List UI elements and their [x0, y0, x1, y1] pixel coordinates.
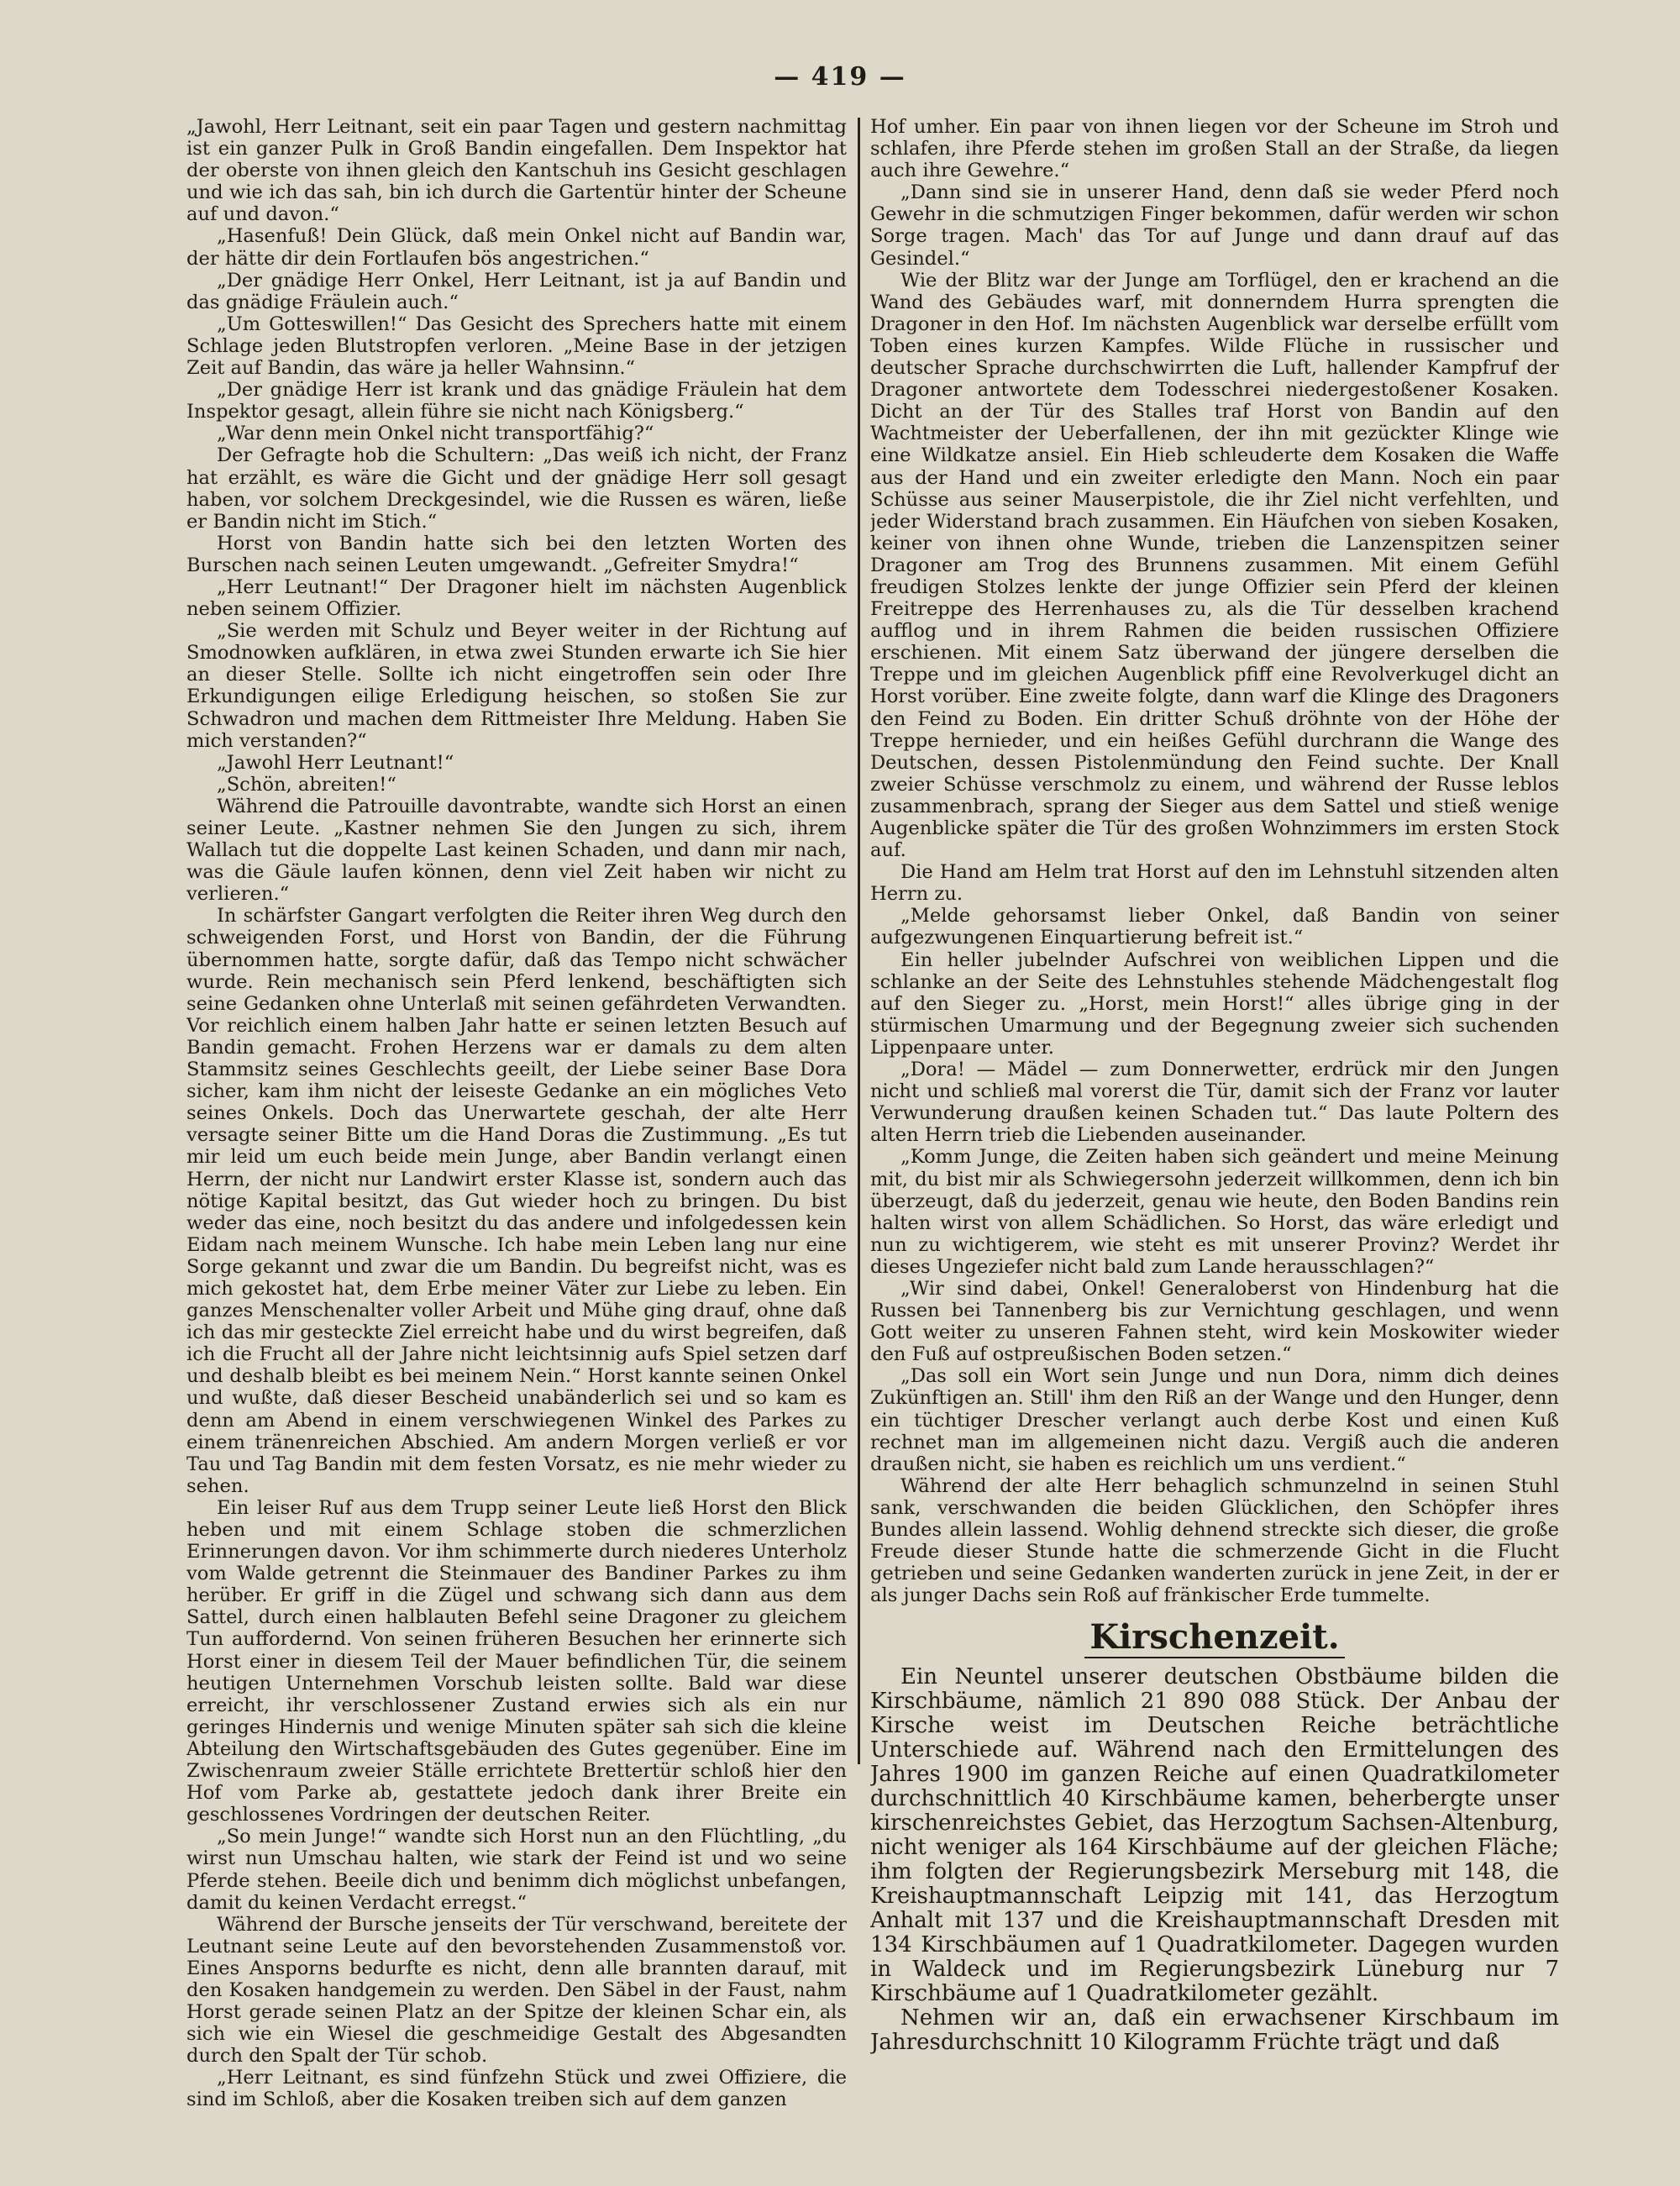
- left-paragraph: „Der gnädige Herr Onkel, Herr Leitnant, ist ja auf Bandin und das gnädige Fräulein auch.“: [186, 269, 847, 313]
- left-paragraph: Ein leiser Ruf aus dem Trupp seiner Leute ließ Horst den Blick heben und mit einem Schlage stoben die schmerzlichen Erinnerungen davon. Vor ihm schimmerte durch niederes Unterholz vom Walde getrennt die Steinmauer des Bandiner Parkes zu ihm herüber. Er griff in die Zügel und schwang sich dann aus dem Sattel, durch einen halblauten Befehl seine Dragoner zu gleichem Tun auffordernd. Von seinen früheren Besuchen her erinnerte sich Horst einer in diesem Teil der Mauer befindlichen Tür, die seinem heutigen Unternehmen Vorschub leisten sollte. Bald war diese erreicht, ihr verschlossener Zustand erwies sich als ein nur geringes Hindernis und wenige Minuten später sah sich die kleine Abteilung den Wirtschaftsgebäuden des Gutes gegenüber. Eine im Zwischenraum zweier Ställe errichtete Brettertür schloß hier den Hof vom Parke ab, gestattete jedoch dank ihrer Breite ein geschlossenes Vordringen der deutschen Reiter.: [186, 1496, 847, 1826]
- left-paragraph: „So mein Junge!“ wandte sich Horst nun an den Flüchtling, „du wirst nun Umschau halten, wie stark der Feind ist und wo seine Pferde stehen. Beeile dich und benimm dich möglichst unbefangen, damit du keinen Verdacht erregst.“: [186, 1826, 847, 1914]
- left-paragraph: In schärfster Gangart verfolgten die Reiter ihren Weg durch den schweigenden Forst, und Horst von Bandin, der die Führung übernommen hatte, sorgte dafür, daß das Tempo nicht schwächer wurde. Rein mechanisch sein Pferd lenkend, beschäftigten sich seine Gedanken ohne Unterlaß mit seinen gefährdeten Verwandten. Vor reichlich einem halben Jahr hatte er seinen letzten Besuch auf Bandin gemacht. Frohen Herzens war er damals zu dem alten Stammsitz seines Geschlechts geeilt, der Liebe seiner Base Dora sicher, kam ihm nicht der leiseste Gedanke an ein mögliches Veto seines Onkels. Doch das Unerwartete geschah, der alte Herr versagte seiner Bitte um die Hand Doras die Zustimmung. „Es tut mir leid um euch beide mein Junge, aber Bandin verlangt einen Herrn, der nicht nur Landwirt erster Klasse ist, sondern auch das nötige Kapital besitzt, das Gut wieder hoch zu bringen. Du bist weder das eine, noch besitzt du das andere und infolgedessen kein Eidam nach meinem Wunsche. Ich habe mein Leben lang nur eine Sorge gekannt und zwar die um Bandin. Du begreifst nicht, was es mich gekostet hat, dem Erbe meiner Väter zur Liebe zu leben. Ein ganzes Menschenalter voller Arbeit und Mühe ging drauf, ohne daß ich das mir gesteckte Ziel erreicht habe und du wirst begreifen, daß ich die Frucht all der Jahre nicht leichtsinnig aufs Spiel setzen darf und deshalb bleibt es bei meinem Nein.“ Horst kannte seinen Onkel und wußte, daß dieser Bescheid unabänderlich sei und so kam es denn am Abend in einem verschwiegenen Winkel des Parkes zu einem tränenreichen Abschied. Am andern Morgen verließ er vor Tau und Tag Bandin mit dem festen Vorsatz, es nie mehr wieder zu sehen.: [186, 905, 847, 1497]
- left-paragraph: „Sie werden mit Schulz und Beyer weiter in der Richtung auf Smodnowken aufklären, in etwa zwei Stunden erwarte ich Sie hier an dieser Stelle. Sollte ich nicht eingetroffen sein oder Ihre Erkundigungen eilige Erledigung heischen, so stoßen Sie zur Schwadron und machen dem Rittmeister Ihre Meldung. Haben Sie mich verstanden?“: [186, 620, 847, 752]
- left-column: [186, 116, 847, 2144]
- left-paragraph: „Jawohl, Herr Leitnant, seit ein paar Tagen und gestern nachmittag ist ein ganzer Pulk in Groß Bandin eingefallen. Dem Inspektor hat der oberste von ihnen gleich den Kantschuh ins Gesicht geschlagen und wie ich das sah, bin ich durch die Gartentür hinter der Scheune auf und davon.“: [186, 116, 847, 226]
- left-paragraph: „Jawohl Herr Leutnant!“: [217, 751, 454, 774]
- left-paragraph: „War denn mein Onkel nicht transportfähig?“: [217, 423, 654, 445]
- right-paragraph: Die Hand am Helm trat Horst auf den im Lehnstuhl sitzenden alten Herrn zu.: [870, 861, 1559, 906]
- right-paragraph: „Wir sind dabei, Onkel! Generaloberst von Hindenburg hat die Russen bei Tannenberg bis zur Vernichtung geschlagen, und wenn Gott weiter zu unseren Fahnen steht, wird kein Moskowiter wieder den Fuß auf ostpreußischen Boden setzen.“: [870, 1277, 1559, 1366]
- column-divider: [858, 118, 860, 1764]
- left-paragraph: „Hasenfuß! Dein Glück, daß mein Onkel nicht auf Bandin war, der hätte dir dein Fortlaufen bös angestrichen.“: [186, 225, 847, 270]
- kirsch-section: [870, 1665, 1559, 2055]
- right-paragraph: Hof umher. Ein paar von ihnen liegen vor der Scheune im Stroh und schlafen, ihre Pferde stehen im großen Stall an der Straße, da liegen auch ihre Gewehre.“: [870, 116, 1559, 182]
- left-paragraph: Horst von Bandin hatte sich bei den letzten Worten des Burschen nach seinen Leuten umgewandt. „Gefreiter Smydra!“: [186, 532, 847, 576]
- right-paragraph: „Dora! — Mädel — zum Donnerwetter, erdrück mir den Jungen nicht und schließ mal vorerst die Tür, damit sich der Franz vor lauter Verwunderung draußen keinen Schaden tut.“ Das laute Poltern des alten Herrn trieb die Liebenden auseinander.: [870, 1059, 1559, 1147]
- kirsch-paragraph: Nehmen wir an, daß ein erwachsener Kirschbaum im Jahresdurchschnitt 10 Kilogramm Früchte trägt und daß: [870, 2005, 1559, 2056]
- right-paragraph: „Komm Junge, die Zeiten haben sich geändert und meine Meinung mit, du bist mir als Schwiegersohn jederzeit willkommen, denn ich bin überzeugt, daß du jederzeit, genau wie heute, den Boden Bandins rein halten wirst von allem Schädlichen. So Horst, das wäre erledigt und nun zu wichtigerem, wie steht es mit unserer Provinz? Werdet ihr dieses Ungeziefer nicht bald zum Lande herausschlagen?“: [870, 1146, 1559, 1278]
- left-paragraph: Während die Patrouille davontrabte, wandte sich Horst an einen seiner Leute. „Kastner nehmen Sie den Jungen zu sich, ihrem Wallach tut die doppelte Last keinen Schaden, und dann mir nach, was die Gäule laufen können, denn viel Zeit haben wir nicht zu verlieren.“: [186, 795, 847, 906]
- kirsch-paragraph: Ein Neuntel unserer deutschen Obstbäume bilden die Kirschbäume, nämlich 21 890 088 Stück. Der Anbau der Kirsche weist im Deutschen Reiche beträchtliche Unterschiede auf. Während nach den Ermittelungen des Jahres 1900 im ganzen Reiche auf einen Quadratkilometer durchschnittlich 40 Kirschbäume kamen, beherbergte unser kirschenreichstes Gebiet, das Herzogtum Sachsen-Altenburg, nicht weniger als 164 Kirschbäume auf der gleichen Fläche; ihm folgten der Regierungsbezirk Merseburg mit 148, die Kreishauptmannschaft Leipzig mit 141, das Herzogtum Anhalt mit 137 und die Kreishauptmannschaft Dresden mit 134 Kirschbäumen auf 1 Quadratkilometer. Dagegen wurden in Waldeck und im Regierungsbezirk Lüneburg nur 7 Kirschbäume auf 1 Quadratkilometer gezählt.: [870, 1664, 1559, 2007]
- section-title-text: Kirschenzeit.: [1084, 1617, 1344, 1658]
- left-paragraph: Während der Bursche jenseits der Tür verschwand, bereitete der Leutnant seine Leute auf den bevorstehenden Zusammenstoß vor. Eines Ansporns bedurfte es nicht, denn alle brannten darauf, mit den Kosaken handgemein zu werden. Den Säbel in der Faust, nahm Horst gerade seinen Platz an der Spitze der kleinen Schar ein, als sich wie ein Wiesel die geschmeidige Gestalt des Abgesandten durch den Spalt der Tür schob.: [186, 1913, 847, 2068]
- page-number: — 419 —: [774, 62, 906, 92]
- right-paragraph: „Dann sind sie in unserer Hand, denn daß sie weder Pferd noch Gewehr in die schmutzigen Finger bekommen, dafür werden wir schon Sorge tragen. Mach' das Tor auf Junge und dann drauf auf das Gesindel.“: [870, 181, 1559, 270]
- right-paragraph: „Das soll ein Wort sein Junge und nun Dora, nimm dich deines Zukünftigen an. Still' ihm den Riß an der Wange und den Hunger, denn ein tüchtiger Drescher verlangt auch derbe Kost und einen Kuß rechnet man im allgemeinen nicht dazu. Vergiß auch die anderen draußen nicht, sie haben es reichlich um uns verdient.“: [870, 1365, 1559, 1475]
- right-paragraph: Während der alte Herr behaglich schmunzelnd in seinen Stuhl sank, verschwanden die beiden Glücklichen, den Schöpfer ihres Bundes allein lassend. Wohlig dehnend streckte sich dieser, die große Freude dieser Stunde hatte die schmerzende Gicht in die Flucht getrieben und seine Gedanken wanderten zurück in jene Zeit, in der er als junger Dachs sein Roß auf fränkischer Erde tummelte.: [870, 1474, 1559, 1607]
- left-paragraph: „Der gnädige Herr ist krank und das gnädige Fräulein hat dem Inspektor gesagt, allein führe sie nicht nach Königsberg.“: [186, 379, 847, 423]
- section-title: [870, 1618, 1559, 1657]
- left-paragraph: Der Gefragte hob die Schultern: „Das weiß ich nicht, der Franz hat erzählt, es wäre die Gicht und der gnädige Herr soll gesagt haben, vor solchem Dreckgesindel, wie die Russen es wären, ließe er Bandin nicht im Stich.“: [186, 444, 847, 533]
- right-paragraph: Ein heller jubelnder Aufschrei von weiblichen Lippen und die schlanke an der Seite des Lehnstuhles stehende Mädchengestalt flog auf den Sieger zu. „Horst, mein Horst!“ alles übrige ging in der stürmischen Umarmung und der Begegnung zweier sich suchenden Lippenpaare unter.: [870, 948, 1559, 1059]
- left-paragraph: „Schön, abreiten!“: [217, 773, 396, 796]
- right-paragraph: „Melde gehorsamst lieber Onkel, daß Bandin von seiner aufgezwungenen Einquartierung befreit ist.“: [870, 905, 1559, 949]
- right-paragraph: Wie der Blitz war der Junge am Torflügel, den er krachend an die Wand des Gebäudes warf, mit donnerndem Hurra sprengten die Dragoner in den Hof. Im nächsten Augenblick war derselbe erfüllt vom Toben eines kurzen Kampfes. Wilde Flüche in russischer und deutscher Sprache durchschwirrten die Luft, hallender Kampfruf der Dragoner antwortete dem Todesschrei niedergestoßener Kosaken. Dicht an der Tür des Stalles traf Horst von Bandin auf den Wachtmeister der Ueberfallenen, der ihn mit gezückter Klinge wie eine Wildkatze ansiel. Ein Hieb schleuderte dem Kosaken die Waffe aus der Hand und ein zweiter erledigte den Mann. Noch ein paar Schüsse aus seiner Mauserpistole, die ihr Ziel nicht verfehlten, und jeder Widerstand brach zusammen. Ein Häufchen von sieben Kosaken, keiner von ihnen ohne Wunde, trieben die Lanzenspitzen seiner Dragoner am Trog des Brunnens zusammen. Mit einem Gefühl freudigen Stolzes lenkte der junge Offizier sein Pferd der kleinen Freitreppe des Herrenhauses zu, als die Tür desselben krachend aufflog und in ihrem Rahmen die beiden russischen Offiziere erschienen. Mit einem Satz überwand der jüngere derselben die Treppe und im gleichen Augenblick pfiff eine Revolverkugel dicht an Horst vorüber. Eine zweite folgte, dann warf die Klinge des Dragoners den Feind zu Boden. Ein dritter Schuß dröhnte von der Höhe der Treppe hernieder, und ein heißes Gefühl durchrann die Wange des Deutschen, dessen Pistolenmündung den Feind suchte. Der Knall zweier Schüsse verschmolz zu einem, und während der Russe leblos zusammenbrach, sprang der Sieger aus dem Sattel und stieß wenige Augenblicke später die Tür des großen Wohnzimmers im ersten Stock auf.: [870, 269, 1559, 862]
- right-column: [870, 116, 1559, 2144]
- left-paragraph: „Herr Leutnant!“ Der Dragoner hielt im nächsten Augenblick neben seinem Offizier.: [186, 575, 847, 621]
- left-paragraph: „Herr Leitnant, es sind fünfzehn Stück und zwei Offiziere, die sind im Schloß, aber die Kosaken treiben sich auf dem ganzen: [186, 2067, 847, 2111]
- left-paragraph: „Um Gotteswillen!“ Das Gesicht des Sprechers hatte mit einem Schlage jeden Blutstropfen verloren. „Meine Base in der jetzigen Zeit auf Bandin, das wäre ja heller Wahnsinn.“: [186, 313, 847, 380]
